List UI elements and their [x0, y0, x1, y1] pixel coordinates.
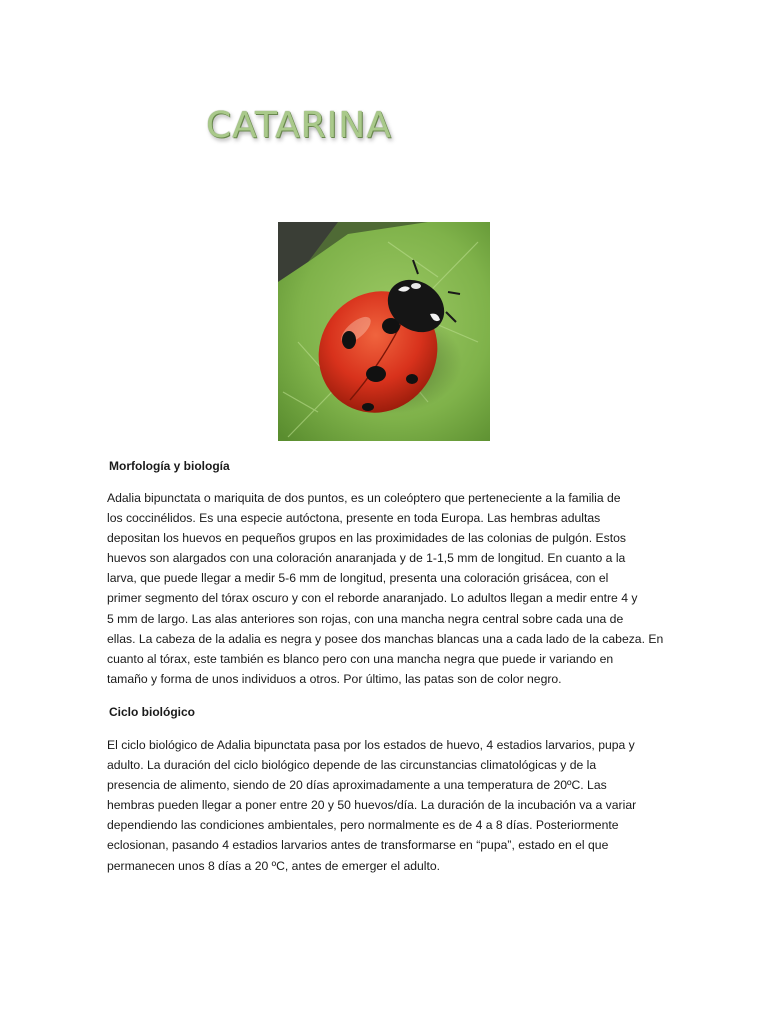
paragraph-line: hembras pueden llegar a poner entre 20 y 50 huevos/día. La duración de la incubación va a variar: [107, 798, 637, 813]
paragraph-line: dependiendo las condiciones ambientales, pero normalmente es de 4 a 8 días. Posteriormente: [107, 818, 619, 833]
paragraph-line: adulto. La duración del ciclo biológico depende de las circunstancias climatológicas y de la: [107, 758, 597, 773]
paragraph-line: cuanto al tórax, este también es blanco pero con una mancha negra que puede ir variando en: [107, 651, 614, 666]
paragraph-line: 5 mm de largo. Las alas anteriores son rojas, con una mancha negra central sobre cada una de: [107, 611, 624, 626]
paragraph-line: Adalia bipunctata o mariquita de dos puntos, es un coleóptero que perteneciente a la familia de: [107, 491, 621, 505]
ladybug-photo: [278, 222, 490, 441]
paragraph-line: primer segmento del tórax oscuro y con el reborde anaranjado. Lo adultos llegan a medir entre 4 y: [107, 591, 638, 606]
paragraph-line: ellas. La cabeza de la adalia es negra y posee dos manchas blancas una a cada lado de la cabeza. En: [107, 631, 664, 646]
document-title: CATARINA: [206, 105, 392, 146]
section-heading-ciclo: Ciclo biológico: [109, 705, 195, 719]
section-heading-morfologia: Morfología y biología: [109, 459, 230, 473]
paragraph-line: El ciclo biológico de Adalia bipunctata pasa por los estados de huevo, 4 estadios larvarios, pupa y: [107, 738, 635, 752]
paragraph-line: los coccinélidos. Es una especie autóctona, presente en toda Europa. Las hembras adultas: [107, 511, 601, 526]
section-paragraph-ciclo: [107, 735, 667, 876]
paragraph-line: huevos son alargados con una coloración anaranjada y de 1-1,5 mm de longitud. En cuanto a la: [107, 551, 626, 566]
paragraph-line: presencia de alimento, siendo de 20 días aproximadamente a una temperatura de 20ºC. Las: [107, 778, 607, 793]
paragraph-line: eclosionan, pasando 4 estadios larvarios antes de transformarse en “pupa”, estado en el que: [107, 838, 609, 853]
section-paragraph-morfologia: [107, 488, 667, 689]
head-white-mark: [411, 283, 421, 289]
paragraph-line: depositan los huevos en pequeños grupos en las proximidades de las colonias de pulgón. Estos: [107, 531, 626, 546]
paragraph-line: permanecen unos 8 días a 20 ºC, antes de emerger el adulto.: [107, 858, 441, 873]
paragraph-line: larva, que puede llegar a medir 5-6 mm de longitud, presenta una coloración grisácea, con el: [107, 571, 609, 586]
paragraph-line: tamaño y forma de unos individuos a otros. Por último, las patas son de color negro.: [107, 671, 562, 686]
